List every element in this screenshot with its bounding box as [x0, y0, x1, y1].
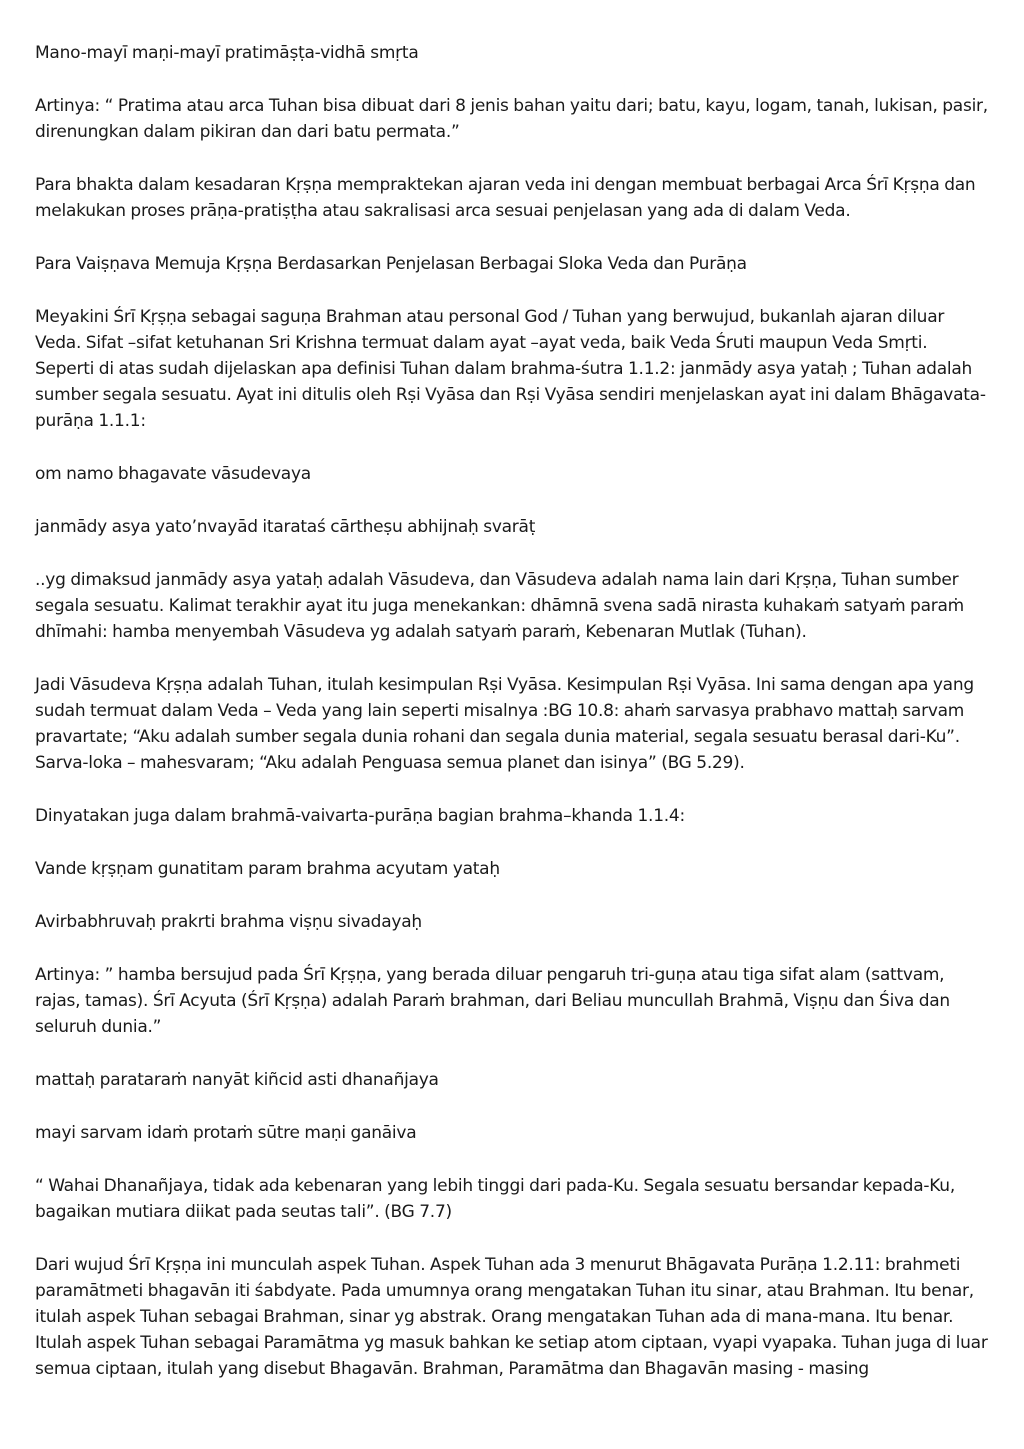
body-paragraph: ..yg dimaksud janmādy asya yataḥ adalah Vāsudeva, dan Vāsudeva adalah nama lain dari Kṛṣṇa, Tuhan sumber segala sesuatu. Kalimat terakhir ayat itu juga menekankan: dhāmnā svena sadā nirasta kuhakaṁ satyaṁ paraṁ dhīmahi: hamba menyembah Vāsudeva yg adalah satyaṁ paraṁ, Kebenaran Mutlak (Tuhan).: [35, 570, 964, 642]
verse-line: Mano-mayī maṇi-mayī pratimāṣṭa-vidhā smṛta: [35, 43, 419, 63]
section-heading: Para Vaiṣṇava Memuja Kṛṣṇa Berdasarkan Penjelasan Berbagai Sloka Veda dan Purāṇa: [35, 254, 747, 274]
verse-line: mattaḥ parataraṁ nanyāt kiñcid asti dhanañjaya: [35, 1070, 439, 1090]
verse-line: mayi sarvam idaṁ protaṁ sūtre maṇi ganāiva: [35, 1123, 417, 1143]
translation-paragraph: “ Wahai Dhanañjaya, tidak ada kebenaran yang lebih tinggi dari pada-Ku. Segala sesuatu bersandar kepada-Ku, bagaikan mutiara diikat pada seutas tali”. (BG 7.7): [35, 1176, 955, 1222]
verse-line: om namo bhagavate vāsudevaya: [35, 464, 311, 484]
translation-paragraph: Artinya: “ Pratima atau arca Tuhan bisa dibuat dari 8 jenis bahan yaitu dari; batu, kayu, logam, tanah, lukisan, pasir, direnungkan dalam pikiran dan dari batu permata.”: [35, 96, 988, 142]
body-paragraph: Dari wujud Śrī Kṛṣṇa ini munculah aspek Tuhan. Aspek Tuhan ada 3 menurut Bhāgavata Purāṇa 1.2.11: brahmeti paramātmeti bhagavān iti śabdyate. Pada umumnya orang mengatakan Tuhan itu sinar, atau Brahman. Itu benar, itulah aspek Tuhan sebagai Brahman, sinar yg abstrak. Orang mengatakan Tuhan ada di mana-mana. Itu benar. Itulah aspek Tuhan sebagai Paramātma yg masuk bahkan ke setiap atom ciptaan, vyapi vyapaka. Tuhan juga di luar semua ciptaan, itulah yang disebut Bhagavān. Brahman, Paramātma dan Bhagavān masing - masing: [35, 1255, 988, 1379]
verse-line: Avirbabhruvaḥ prakrti brahma viṣṇu sivadayaḥ: [35, 912, 422, 932]
body-paragraph: Jadi Vāsudeva Kṛṣṇa adalah Tuhan, itulah kesimpulan Rṣi Vyāsa. Kesimpulan Rṣi Vyāsa. Ini sama dengan apa yang sudah termuat dalam Veda – Veda yang lain seperti misalnya :BG 10.8: ahaṁ sarvasya prabhavo mattaḥ sarvam pravartate; “Aku adalah sumber segala dunia rohani dan segala dunia material, segala sesuatu berasal dari-Ku”. Sarva-loka – mahesvaram; “Aku adalah Penguasa semua planet dan isinya” (BG 5.29).: [35, 675, 974, 773]
verse-line: Vande kṛṣṇam gunatitam param brahma acyutam yataḥ: [35, 859, 500, 879]
verse-line: janmādy asya yato’nvayād itarataś cārtheṣu abhijnaḥ svarāṭ: [35, 517, 536, 537]
translation-paragraph: Artinya: ” hamba bersujud pada Śrī Kṛṣṇa, yang berada diluar pengaruh tri-guṇa atau tiga sifat alam (sattvam, rajas, tamas). Śrī Acyuta (Śrī Kṛṣṇa) adalah Paraṁ brahman, dari Beliau muncullah Brahmā, Viṣṇu dan Śiva dan seluruh dunia.”: [35, 965, 950, 1037]
body-paragraph: Dinyatakan juga dalam brahmā-vaivarta-purāṇa bagian brahma–khanda 1.1.4:: [35, 806, 685, 826]
body-paragraph: Para bhakta dalam kesadaran Kṛṣṇa mempraktekan ajaran veda ini dengan membuat berbagai Arca Śrī Kṛṣṇa dan melakukan proses prāṇa-pratiṣṭha atau sakralisasi arca sesuai penjelasan yang ada di dalam Veda.: [35, 175, 976, 221]
body-paragraph: Meyakini Śrī Kṛṣṇa sebagai saguṇa Brahman atau personal God / Tuhan yang berwujud, bukanlah ajaran diluar Veda. Sifat –sifat ketuhanan Sri Krishna termuat dalam ayat –ayat veda, baik Veda Śruti maupun Veda Smṛti. Seperti di atas sudah dijelaskan apa definisi Tuhan dalam brahma-śutra 1.1.2: janmādy asya yataḥ ; Tuhan adalah sumber segala sesuatu. Ayat ini ditulis oleh Rṣi Vyāsa dan Rṣi Vyāsa sendiri menjelaskan ayat ini dalam Bhāgavata-purāṇa 1.1.1:: [35, 307, 986, 431]
